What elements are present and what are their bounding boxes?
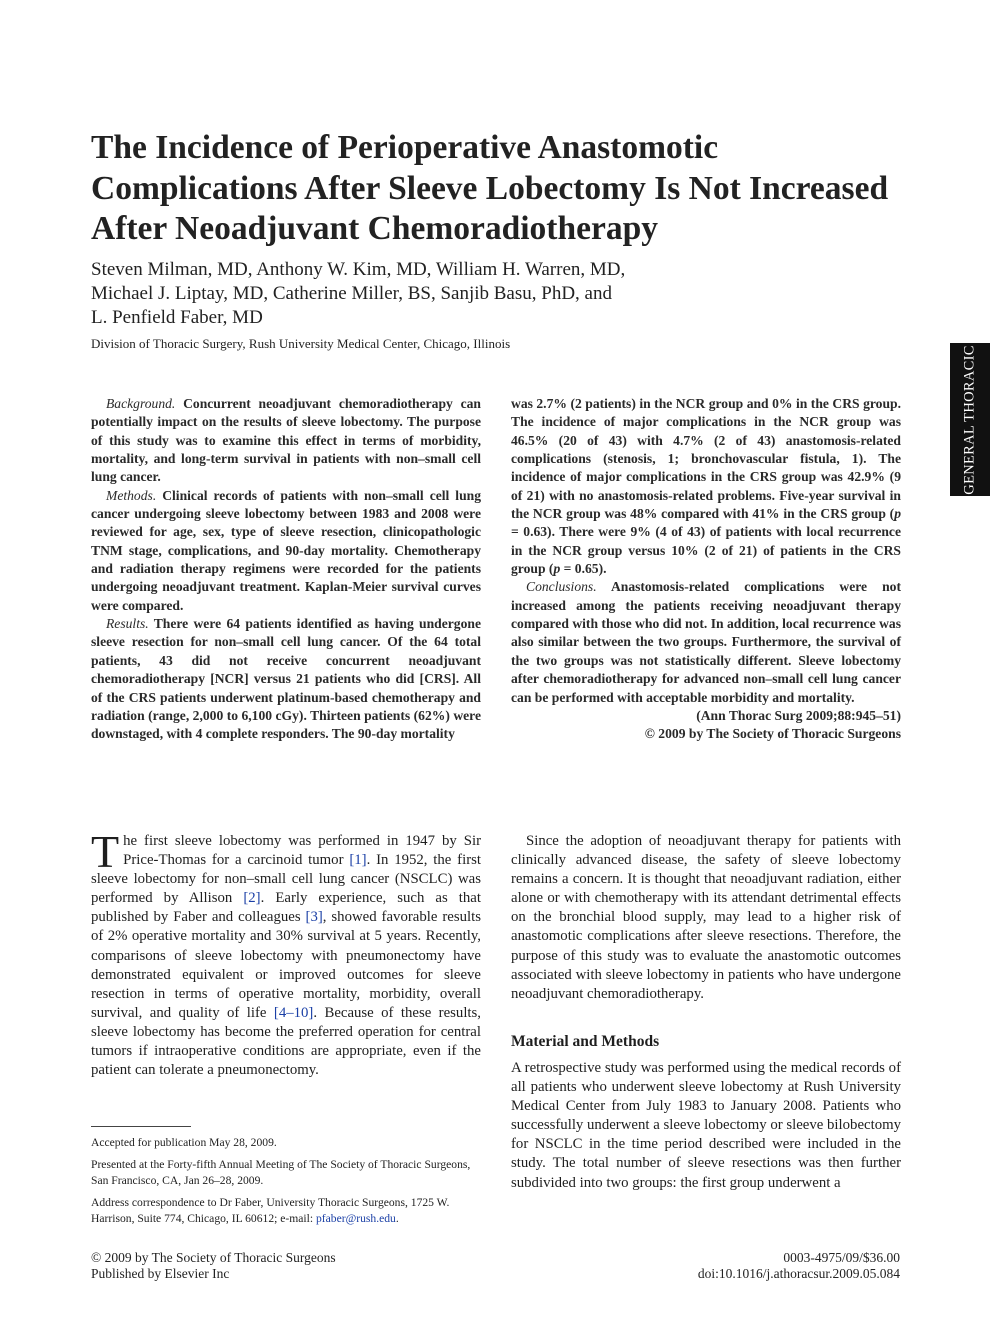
- footer-right: [698, 1250, 900, 1281]
- footer-left: [91, 1250, 336, 1281]
- author-list: [91, 258, 791, 330]
- abstract-results-continued: [511, 395, 901, 578]
- footnote-accepted: Accepted for publication May 28, 2009.: [91, 1136, 277, 1149]
- intro-text: he first sleeve lobectomy was performed in 1947 by Sir Price-Thomas for a carcinoid tumor: [123, 833, 481, 869]
- footer-doi: doi:10.1016/j.athoracsur.2009.05.084: [697, 1265, 900, 1281]
- footnote-address-end: .: [395, 1212, 399, 1225]
- email-link[interactable]: pfaber@rush.edu: [315, 1212, 396, 1225]
- abstract-methods-label: Methods.: [106, 487, 157, 503]
- intro-text: . Early experience, such as that published by Faber and colleagues: [91, 890, 481, 926]
- section-heading: Material and Methods: [511, 1032, 660, 1050]
- intro-text: . In 1952, the first sleeve lobectomy for non–small cell lung cancer (NSCLC) was performed by Allison: [91, 852, 481, 907]
- abstract-background-text: Concurrent neoadjuvant chemoradiotherapy can potentially impact on the results of sleeve lobectomy. The purpose of this study was to examine this effect in terms of morbidity, mortality, and long-term survival in patients with non–small cell lung cancer.: [91, 396, 481, 485]
- author-line: Michael J. Liptay, MD, Catherine Miller, BS, Sanjib Basu, PhD, and: [91, 283, 612, 304]
- author-line: Steven Milman, MD, Anthony W. Kim, MD, William H. Warren, MD,: [91, 259, 626, 280]
- reference-link[interactable]: [4–10]: [273, 1004, 314, 1021]
- abstract-methods: [91, 487, 481, 615]
- abstract-results-label: Results.: [106, 616, 149, 632]
- intro-paragraph: [91, 826, 482, 1080]
- footer-issn: 0003-4975/09/$36.00: [783, 1250, 900, 1265]
- abstract-results-text: There were 64 patients identified as having undergone sleeve resection for non–small cell lung cancer. Of the 64 total patients, 43 did not receive concurrent neoadjuvant chemoradiotherapy [NCR] versus 21 patients who did [CRS]. All of the CRS patients underwent platinum-based chemotherapy and radiation (range, 2,000 to 6,100 cGy). Thirteen patients (62%) were downstaged, with 4 complete responders. The 90-day mortality: [91, 616, 481, 742]
- abstract-results-cont-text: was 2.7% (2 patients) in the NCR group and 0% in the CRS group. The incidence of major complications in the NCR group was 46.5% (20 of 43) with 4.7% (2 of 43) anastomosis-related complications (stenosis, 1; bronchovascular fistula, 1). The incidence of major complications in the CRS group was 42.9% (9 of 21) with no anastomosis-related problems. Five-year survival in the NCR group was 48% compared with 41% in the CRS group (: [511, 396, 901, 522]
- abstract-results-cont-text-2: = 0.63). There were 9% (4 of 43) of patients with local recurrence in the NCR group versus 10% (2 of 21) of patients in the CRS group (: [511, 524, 901, 577]
- body-paragraph: A retrospective study was performed using the medical records of all patients who underwent sleeve lobectomy at Rush University Medical Center from July 1983 to January 2008. Patients who successfully underwent a sleeve lobectomy or sleeve bilobectomy for NSCLC in the time period described were included in the study. The total number of sleeve resections was then further subdivided into two groups: the first group underwent a: [511, 1059, 901, 1191]
- abstract-copyright: © 2009 by The Society of Thoracic Surgeons: [644, 726, 901, 742]
- abstract-methods-text: Clinical records of patients with non–small cell lung cancer undergoing sleeve lobectomy between 1983 and 2008 were reviewed for age, sex, type of sleeve resection, clinicopathologic TNM stage, complications, and 90-day mortality. Chemotherapy and radiation therapy regimens were recorded for the patients undergoing neoadjuvant treatment. Kaplan-Meier survival curves were compared.: [91, 487, 481, 613]
- p-value-symbol: p: [894, 506, 901, 522]
- body-left-column: [91, 826, 482, 1080]
- abstract-results-cont-text-3: = 0.65).: [560, 561, 607, 577]
- footnote-address: [91, 1195, 481, 1227]
- footnote-address-text: Address correspondence to Dr Faber, University Thoracic Surgeons, 1725 W. Harrison, Suite 774, Chicago, IL 60612; e-mail:: [91, 1196, 450, 1225]
- body-paragraph: Since the adoption of neoadjuvant therapy for patients with clinically advanced disease, the safety of sleeve lobectomy remains a concern. It is thought that neoadjuvant radiation, either alone or with chemotherapy with its attendant detrimental effects on the bronchial blood supply, may lead to a higher risk of anastomotic complications after sleeve resections. Therefore, the purpose of this study was to evaluate the anastomotic outcomes associated with sleeve lobectomy in patients who have undergone neoadjuvant chemoradiotherapy.: [511, 833, 901, 1002]
- abstract-right-column: [511, 395, 901, 744]
- abstract-background: [91, 395, 481, 487]
- footer-copyright: © 2009 by The Society of Thoracic Surgeons: [91, 1250, 336, 1265]
- reference-link[interactable]: [2]: [243, 890, 261, 907]
- journal-citation: (Ann Thorac Surg 2009;88:945–51): [696, 707, 901, 723]
- p-value-symbol: p: [553, 561, 561, 577]
- abstract-background-label: Background.: [106, 396, 176, 411]
- reference-link[interactable]: [1]: [349, 852, 367, 869]
- intro-text: , showed favorable results of 2% operative mortality and 30% survival at 5 years. Recently, comparisons of sleeve lobectomy with pneumonectomy have demonstrated equivalent or improved outcomes for sleeve resection in terms of operative mortality, morbidity, overall survival, and quality of life: [91, 909, 481, 1021]
- abstract-conclusions-label: Conclusions.: [526, 579, 597, 595]
- reference-link[interactable]: [3]: [305, 909, 323, 926]
- abstract-left-column: [91, 395, 481, 744]
- abstract-conclusions-text: Anastomosis-related complications were not increased among the patients receiving neoadjuvant therapy compared with those who did not. In addition, local recurrence was also similar between the two groups. Furthermore, the survival of the two groups was not statistically different. Sleeve lobectomy after chemoradiotherapy for advanced non–small cell lung cancer can be performed with acceptable morbidity and mortality.: [511, 579, 902, 705]
- body-right-column: [511, 832, 901, 1193]
- article-title: The Incidence of Perioperative Anastomotic Complications After Sleeve Lobectomy Is Not Increased After Neoadjuvant Chemoradiotherapy: [91, 129, 889, 247]
- footnotes: [91, 1135, 481, 1233]
- abstract-results: [91, 615, 481, 743]
- affiliation: Division of Thoracic Surgery, Rush University Medical Center, Chicago, Illinois: [91, 336, 511, 351]
- footnote-presented: Presented at the Forty-fifth Annual Meeting of The Society of Thoracic Surgeons, San Francisco, CA, Jan 26–28, 2009.: [91, 1158, 471, 1187]
- section-side-tab-label: GENERAL THORACIC: [961, 344, 978, 495]
- intro-text: . Because of these results, sleeve lobectomy has become the preferred operation for central tumors if intraoperative conditions are appropriate, even if the patient can tolerate a pneumonectomy.: [91, 1004, 482, 1079]
- drop-cap: T: [91, 826, 120, 877]
- footnote-divider: [91, 1126, 191, 1127]
- abstract-conclusions: [511, 578, 901, 706]
- footer-publisher: Published by Elsevier Inc: [91, 1265, 230, 1281]
- section-side-tab: [950, 343, 990, 496]
- author-line: L. Penfield Faber, MD: [91, 307, 263, 328]
